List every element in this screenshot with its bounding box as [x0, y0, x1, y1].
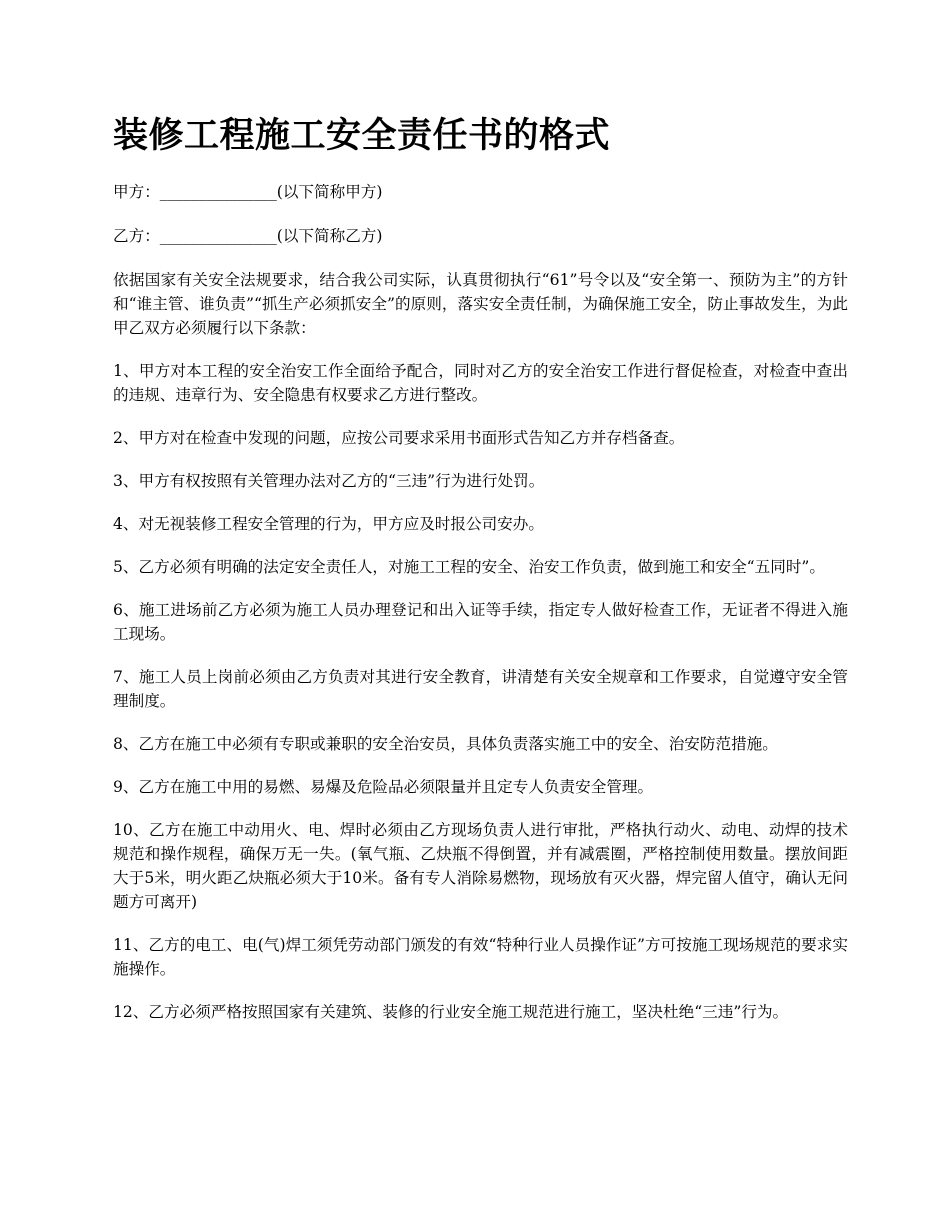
document-page: [113, 110, 848, 1043]
document-title: 装修工程施工安全责任书的格式: [113, 116, 611, 156]
clause-1: 1、甲方对本工程的安全治安工作全面给予配合，同时对乙方的安全治安工作进行督促检查，对检查中查出的违规、违章行为、安全隐患有权要求乙方进行整改。: [113, 362, 848, 404]
party-b-line: 乙方：_______________(以下简称乙方): [113, 227, 383, 245]
clause-8: 8、乙方在施工中必须有专职或兼职的安全治安员，具体负责落实施工中的安全、治安防范措施。: [113, 735, 778, 753]
party-a-line: 甲方：_______________(以下简称甲方): [113, 183, 383, 201]
clause-6: 6、施工进场前乙方必须为施工人员办理登记和出入证等手续，指定专人做好检查工作，无证者不得进入施工现场。: [113, 601, 848, 643]
clause-4: 4、对无视装修工程安全管理的行为，甲方应及时报公司安办。: [113, 515, 544, 533]
clause-3: 3、甲方有权按照有关管理办法对乙方的“三违”行为进行处罚。: [113, 472, 545, 490]
clause-10: 10、乙方在施工中动用火、电、焊时必须由乙方现场负责人进行审批，严格执行动火、动电、动焊的技术规范和操作规程，确保万无一失。(氧气瓶、乙炔瓶不得倒置，并有减震圈，严格控制使用数量。摆放间距大于5米，明火距乙炔瓶必须大于10米。备有专人消除易燃物，现场放有灭火器，焊完留人值守，确认无问题方可离开): [113, 821, 848, 911]
clause-12: 12、乙方必须严格按照国家有关建筑、装修的行业安全施工规范进行施工，坚决杜绝“三违”行为。: [113, 1003, 789, 1021]
clause-9: 9、乙方在施工中用的易燃、易爆及危险品必须限量并且定专人负责安全管理。: [113, 778, 654, 796]
clause-7: 7、施工人员上岗前必须由乙方负责对其进行安全教育，讲清楚有关安全规章和工作要求，自觉遵守安全管理制度。: [113, 668, 848, 710]
clause-11: 11、乙方的电工、电(气)焊工须凭劳动部门颁发的有效“特种行业人员操作证”方可按施工现场规范的要求实施操作。: [113, 936, 848, 978]
clause-5: 5、乙方必须有明确的法定安全责任人，对施工工程的安全、治安工作负责，做到施工和安全“五同时”。: [113, 558, 825, 576]
intro-paragraph: 依据国家有关安全法规要求，结合我公司实际，认真贯彻执行“61”号令以及“安全第一、预防为主”的方针和“谁主管、谁负责”“抓生产必须抓安全”的原则，落实安全责任制，为确保施工安全，防止事故发生，为此甲乙双方必须履行以下条款：: [113, 271, 848, 337]
clause-2: 2、甲方对在检查中发现的问题，应按公司要求采用书面形式告知乙方并存档备查。: [113, 429, 685, 447]
